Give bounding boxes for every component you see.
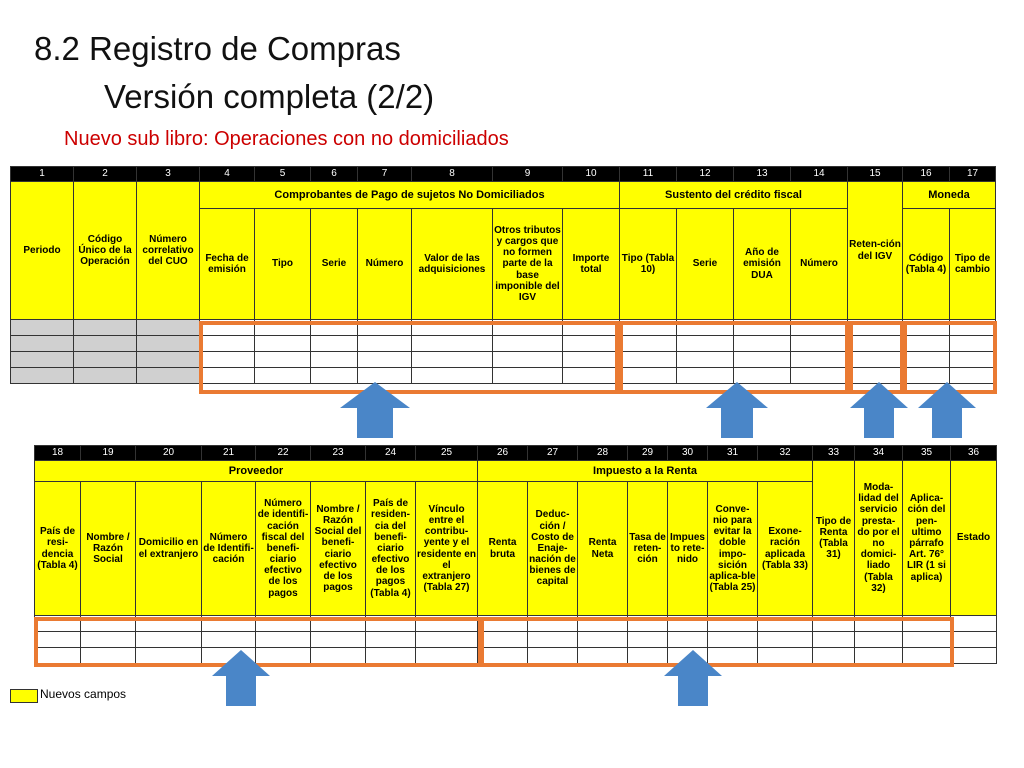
- group-impuesto-renta: Impuesto a la Renta: [478, 461, 813, 482]
- header-tipo-renta: Tipo de Renta (Tabla 31): [813, 461, 855, 616]
- header-periodo: Periodo: [11, 182, 74, 320]
- column-number: 16: [903, 167, 950, 182]
- header-modalidad-servicio: Moda-lidad del servicio presta-do por el no domici-liado (Tabla 32): [855, 461, 903, 616]
- up-arrow-icon: [706, 382, 768, 438]
- header-tipo-tabla10: Tipo (Tabla 10): [620, 209, 677, 320]
- header-tasa-retencion: Tasa de reten-ción: [628, 482, 668, 616]
- up-arrow-icon: [664, 650, 722, 706]
- up-arrow-icon: [918, 382, 976, 438]
- column-number: 21: [202, 446, 256, 461]
- column-number: 22: [256, 446, 311, 461]
- page-title-version: Versión completa (2/2): [104, 78, 435, 115]
- column-number: 33: [813, 446, 855, 461]
- header-pais-residencia: País de resi-dencia (Tabla 4): [35, 482, 81, 616]
- group-moneda: Moneda: [903, 182, 996, 209]
- column-number: 13: [734, 167, 791, 182]
- page-subtitle: Nuevo sub libro: Operaciones con no domiciliados: [64, 128, 509, 150]
- column-number: 32: [758, 446, 813, 461]
- header-convenio: Conve-nio para evitar la doble impo-sición aplica-ble (Tabla 25): [708, 482, 758, 616]
- up-arrow-icon: [340, 382, 410, 438]
- column-number: 28: [578, 446, 628, 461]
- column-number: 2: [74, 167, 137, 182]
- column-number: 27: [528, 446, 578, 461]
- header-nombre-razon-social: Nombre / Razón Social: [81, 482, 136, 616]
- column-number: 9: [493, 167, 563, 182]
- header-codigo-tabla4: Código (Tabla 4): [903, 209, 950, 320]
- column-number: 20: [136, 446, 202, 461]
- header-nombre-beneficiario: Nombre / Razón Social del benefi-ciario efectivo de los pagos: [311, 482, 366, 616]
- header-numero-sustento: Número: [791, 209, 848, 320]
- header-exoneracion: Exone-ración aplicada (Tabla 33): [758, 482, 813, 616]
- header-anio-emision-dua: Año de emisión DUA: [734, 209, 791, 320]
- column-number-row: [35, 446, 997, 461]
- group-comprobantes: Comprobantes de Pago de sujetos No Domiciliados: [200, 182, 620, 209]
- header-tipo-cambio: Tipo de cambio: [950, 209, 996, 320]
- column-number: 14: [791, 167, 848, 182]
- column-number: 12: [677, 167, 734, 182]
- up-arrow-icon: [212, 650, 270, 706]
- header-renta-bruta: Renta bruta: [478, 482, 528, 616]
- header-numero-correlativo: Número correlativo del CUO: [137, 182, 200, 320]
- column-number: 26: [478, 446, 528, 461]
- header-pais-residencia-beneficiario: País de residen-cia del benefi-ciario efectivo de los pagos (Tabla 4): [366, 482, 416, 616]
- up-arrow-icon: [850, 382, 908, 438]
- header-importe-total: Importe total: [563, 209, 620, 320]
- column-number: 24: [366, 446, 416, 461]
- group-proveedor: Proveedor: [35, 461, 478, 482]
- header-vinculo: Vínculo entre el contribu-yente y el residente en el extranjero (Tabla 27): [416, 482, 478, 616]
- legend-swatch: [10, 689, 38, 703]
- legend-label: Nuevos campos: [40, 687, 127, 701]
- column-number: 34: [855, 446, 903, 461]
- column-number: 23: [311, 446, 366, 461]
- column-number: 17: [950, 167, 996, 182]
- column-number: 3: [137, 167, 200, 182]
- header-numero: Número: [358, 209, 412, 320]
- header-otros-tributos: Otros tributos y cargos que no formen parte de la base imponible del IGV: [493, 209, 563, 320]
- header-renta-neta: Renta Neta: [578, 482, 628, 616]
- header-estado: Estado: [951, 461, 997, 616]
- column-number: 10: [563, 167, 620, 182]
- column-number: 8: [412, 167, 493, 182]
- header-valor-adquisiciones: Valor de las adquisiciones: [412, 209, 493, 320]
- column-number: 31: [708, 446, 758, 461]
- column-number: 30: [668, 446, 708, 461]
- column-number: 6: [311, 167, 358, 182]
- page-title: 8.2 Registro de Compras: [34, 30, 401, 67]
- header-tipo: Tipo: [255, 209, 311, 320]
- header-retencion-igv: Reten-ción del IGV: [848, 182, 903, 320]
- column-number: 1: [11, 167, 74, 182]
- column-number: 36: [951, 446, 997, 461]
- header-codigo-unico: Código Único de la Operación: [74, 182, 137, 320]
- column-number: 7: [358, 167, 412, 182]
- header-deduccion-costo: Deduc-ción / Costo de Enaje-nación de bienes de capital: [528, 482, 578, 616]
- column-number: 25: [416, 446, 478, 461]
- header-serie-sustento: Serie: [677, 209, 734, 320]
- header-aplicacion-parrafo: Aplica-ción del pen-ultimo párrafo Art. 76° LIR (1 si aplica): [903, 461, 951, 616]
- column-number: 15: [848, 167, 903, 182]
- column-number: 5: [255, 167, 311, 182]
- column-number: 4: [200, 167, 255, 182]
- header-numero-identificacion: Número de Identifi-cación: [202, 482, 256, 616]
- header-domicilio-extranjero: Domicilio en el extranjero: [136, 482, 202, 616]
- column-number: 19: [81, 446, 136, 461]
- group-sustento: Sustento del crédito fiscal: [620, 182, 848, 209]
- column-number: 11: [620, 167, 677, 182]
- column-number: 18: [35, 446, 81, 461]
- header-fecha-emision: Fecha de emisión: [200, 209, 255, 320]
- header-numero-identificacion-fiscal: Número de identifi-cación fiscal del benefi-ciario efectivo de los pagos: [256, 482, 311, 616]
- column-number-row: [11, 167, 996, 182]
- column-number: 29: [628, 446, 668, 461]
- header-impuesto-retenido: Impues to rete-nido: [668, 482, 708, 616]
- column-number: 35: [903, 446, 951, 461]
- header-serie: Serie: [311, 209, 358, 320]
